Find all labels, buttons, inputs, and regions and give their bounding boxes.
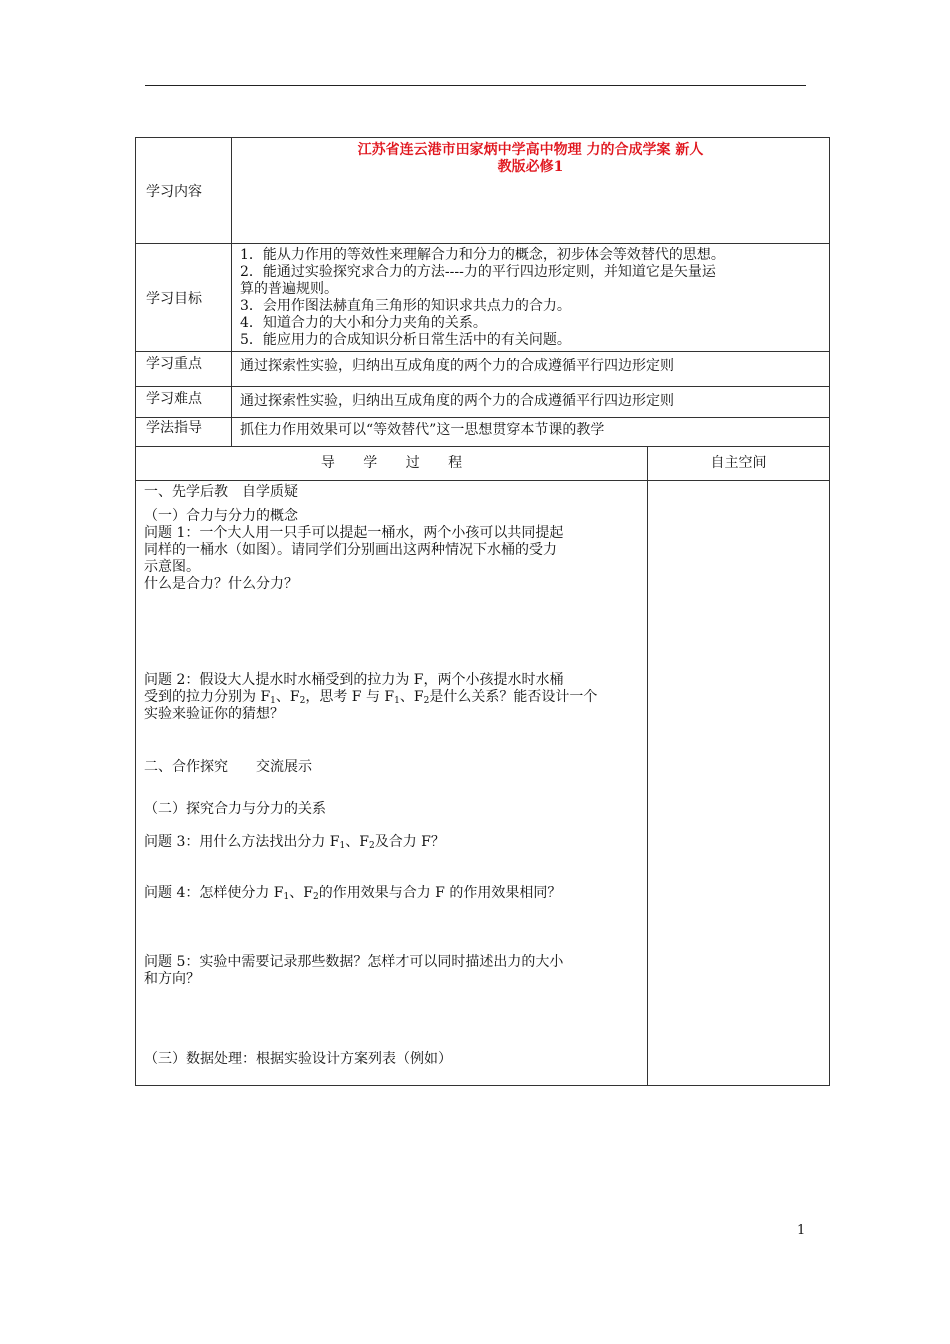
subscript: 1 xyxy=(339,841,346,851)
row-key xyxy=(136,352,830,387)
text-fragment: 的作用效果与合力 F 的作用效果相同？ xyxy=(318,885,562,901)
question-1-followup: 什么是合力？什么分力？ xyxy=(144,576,298,592)
title-line-2: 教版必修1 xyxy=(497,159,564,175)
row-content xyxy=(136,138,830,244)
section-2-heading: 二、合作探究 交流展示 xyxy=(144,759,312,775)
process-content xyxy=(136,481,648,1086)
page-number: 1 xyxy=(797,1223,806,1238)
row-difficulty xyxy=(136,387,830,418)
goal-item: 5．能应用力的合成知识分析日常生活中的有关问题。 xyxy=(240,332,571,348)
text-fragment: 、F xyxy=(399,689,424,705)
self-space-header: 自主空间 xyxy=(648,447,830,481)
question-5-line: 问题 5：实验中需要记录那些数据？怎样才可以同时描述出力的大小 xyxy=(144,954,564,970)
subscript: 1 xyxy=(394,696,400,706)
subscript: 1 xyxy=(283,892,290,902)
text-fragment: 问题 4：怎样使分力 F xyxy=(144,885,284,901)
process-header-char: 学 xyxy=(363,455,378,471)
goals-list xyxy=(232,244,830,352)
row-goals xyxy=(136,244,830,352)
process-header-char: 过 xyxy=(405,455,420,471)
page-title xyxy=(232,138,830,244)
question-4 xyxy=(144,885,639,902)
difficulty-label: 学习难点 xyxy=(136,387,232,418)
process-header-char: 导 xyxy=(320,455,335,471)
text-fragment: 是什么关系？能否设计一个 xyxy=(429,689,598,705)
row-process xyxy=(136,481,830,1086)
question-2 xyxy=(144,672,639,723)
self-space-column xyxy=(648,481,830,1086)
text-fragment: 受到的拉力分别为 F xyxy=(144,689,271,705)
text-fragment: 及合力 F？ xyxy=(374,834,445,850)
question-5 xyxy=(144,954,639,988)
question-1-line: 示意图。 xyxy=(144,559,200,575)
question-1-line: 同样的一桶水（如图）。请同学们分别画出这两种情况下水桶的受力 xyxy=(144,542,557,558)
question-5-line: 和方向？ xyxy=(144,971,200,987)
method-label: 学法指导 xyxy=(136,418,232,447)
question-1 xyxy=(144,525,639,593)
study-plan-table xyxy=(135,137,830,1086)
key-label: 学习重点 xyxy=(136,352,232,387)
goal-item: 1．能从力作用的等效性来理解合力和分力的概念，初步体会等效替代的思想。 xyxy=(240,247,725,263)
goal-item: 4．知道合力的大小和分力夹角的关系。 xyxy=(240,315,487,331)
row-process-header xyxy=(136,447,830,481)
subscript: 2 xyxy=(312,892,319,902)
subsection-1-heading: （一）合力与分力的概念 xyxy=(144,508,298,524)
title-line-1: 江苏省连云港市田家炳中学高中物理 力的合成学案 新人 xyxy=(357,142,704,158)
goals-label: 学习目标 xyxy=(136,244,232,352)
process-header xyxy=(136,447,648,481)
text-fragment: ，思考 F 与 F xyxy=(305,689,395,705)
section-1-heading: 一、先学后教 自学质疑 xyxy=(144,484,298,500)
header-rule xyxy=(145,85,806,86)
question-1-line: 问题 1：一个大人用一只手可以提起一桶水，两个小孩可以共同提起 xyxy=(144,525,564,541)
row-method xyxy=(136,418,830,447)
subscript: 2 xyxy=(368,841,375,851)
subsection-2-heading: （二）探究合力与分力的关系 xyxy=(144,801,326,817)
goal-item: 2．能通过实验探究求合力的方法----力的平行四边形定则，并知道它是矢量运 xyxy=(240,264,716,280)
subscript: 1 xyxy=(270,696,276,706)
subsection-3-heading: （三）数据处理：根据实验设计方案列表（例如） xyxy=(144,1051,452,1067)
content-label: 学习内容 xyxy=(136,138,232,244)
question-2-line: 实验来验证你的猜想？ xyxy=(144,706,284,722)
goal-item: 算的普遍规则。 xyxy=(240,281,338,297)
text-fragment: 、F xyxy=(289,885,313,901)
process-header-char: 程 xyxy=(448,455,463,471)
text-fragment: 问题 3：用什么方法找出分力 F xyxy=(144,834,340,850)
goal-item: 3．会用作图法赫直角三角形的知识求共点力的合力。 xyxy=(240,298,571,314)
text-fragment: 、F xyxy=(345,834,369,850)
difficulty-text: 通过探索性实验，归纳出互成角度的两个力的合成遵循平行四边形定则 xyxy=(232,387,830,418)
question-2-line: 问题 2：假设大人提水时水桶受到的拉力为 F，两个小孩提水时水桶 xyxy=(144,672,564,688)
question-3 xyxy=(144,834,639,851)
subscript: 2 xyxy=(299,696,306,706)
text-fragment: 、F xyxy=(275,689,300,705)
question-2-line xyxy=(144,689,639,706)
key-point-text: 通过探索性实验，归纳出互成角度的两个力的合成遵循平行四边形定则 xyxy=(232,352,830,387)
subscript: 2 xyxy=(423,696,430,706)
method-text: 抓住力作用效果可以“等效替代”这一思想贯穿本节课的教学 xyxy=(232,418,830,447)
